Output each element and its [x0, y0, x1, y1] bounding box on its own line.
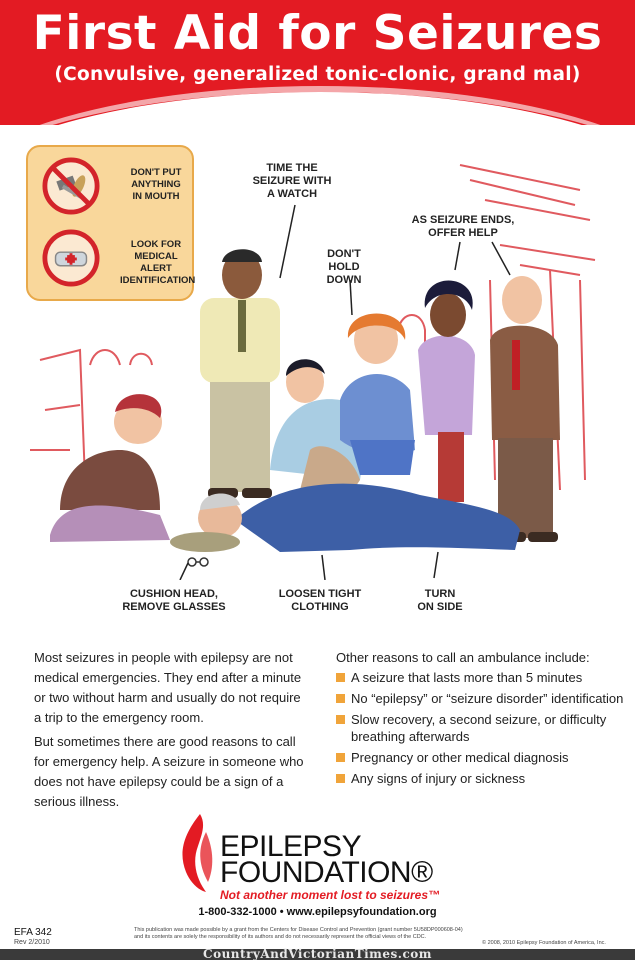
callout-offer-help: AS SEIZURE ENDS, OFFER HELP [411, 214, 515, 239]
older-man-standing [490, 276, 560, 542]
tip-medical-id-label: LOOK FOR MEDICAL ALERT IDENTIFICATION [120, 239, 196, 286]
first-aid-illustration [20, 150, 615, 580]
list-item: A seizure that lasts more than 5 minutes [336, 669, 626, 686]
contact-info: 1-800-332-1000 • www.epilepsyfoundation.org [198, 906, 437, 918]
copyright: © 2008, 2010 Epilepsy Foundation of America, Inc. [482, 940, 606, 946]
ambulance-reasons-list [336, 669, 626, 791]
revision-date: Rev 2/2010 [14, 939, 50, 946]
list-item: Slow recovery, a second seizure, or difficulty breathing afterwards [336, 711, 626, 745]
callout-dont-hold-down: DON'T HOLD DOWN [326, 248, 362, 286]
bullet-square [336, 753, 345, 762]
list-item: No “epilepsy” or “seizure disorder” identification [336, 690, 626, 707]
fineprint: This publication was made possible by a grant from the Centers for Disease Control and Prevention (grant number 5U58DP000608-04) and its contents are solely the responsibility of its authors and do not necessarily represent the official views of the CDC. [134, 927, 463, 940]
page-title: First Aid for Seizures [32, 6, 603, 61]
person-having-seizure [170, 484, 520, 566]
woman-offering-help [418, 280, 475, 502]
callout-loosen-clothing: LOOSEN TIGHT CLOTHING [278, 588, 362, 613]
watermark: CountryAndVictorianTimes.com [203, 947, 432, 960]
ambulance-heading: Other reasons to call an ambulance include: [336, 650, 590, 665]
callout-cushion-head: CUSHION HEAD, REMOVE GLASSES [122, 588, 226, 613]
list-item: Any signs of injury or sickness [336, 770, 626, 787]
bullet-square [336, 774, 345, 783]
list-item: Pregnancy or other medical diagnosis [336, 749, 626, 766]
paragraph-reasons-to-call: But sometimes there are good reasons to call for emergency help. A seizure in someone who does not have epilepsy could be a sign of a serious illness. [34, 734, 304, 809]
bullet-square [336, 673, 345, 682]
callout-time-seizure: TIME THE SEIZURE WITH A WATCH [252, 162, 332, 200]
callout-turn-on-side: TURN ON SIDE [417, 588, 463, 613]
header-banner [0, 0, 635, 125]
page-subtitle: (Convulsive, generalized tonic-clonic, grand mal) [54, 64, 581, 85]
bullet-square [336, 715, 345, 724]
removed-glasses [188, 558, 208, 566]
logo-wordmark-epilepsy: EPILEPSY [220, 830, 362, 863]
logo-tagline: Not another moment lost to seizures™ [220, 888, 441, 902]
paragraph-not-emergency: Most seizures in people with epilepsy are not medical emergencies. They end after a minute or two without harm and usually do not require a trip to the emergency room. [34, 650, 302, 725]
publication-code: EFA 342 [14, 927, 52, 938]
woman-cushioning-head [50, 394, 170, 542]
epilepsy-flame-logo-icon [176, 812, 218, 894]
man-timing-seizure [200, 249, 280, 498]
logo-wordmark-foundation: FOUNDATION® [220, 856, 433, 889]
bullet-square [336, 694, 345, 703]
tip-no-mouth-label: DON'T PUT ANYTHING IN MOUTH [130, 167, 182, 202]
